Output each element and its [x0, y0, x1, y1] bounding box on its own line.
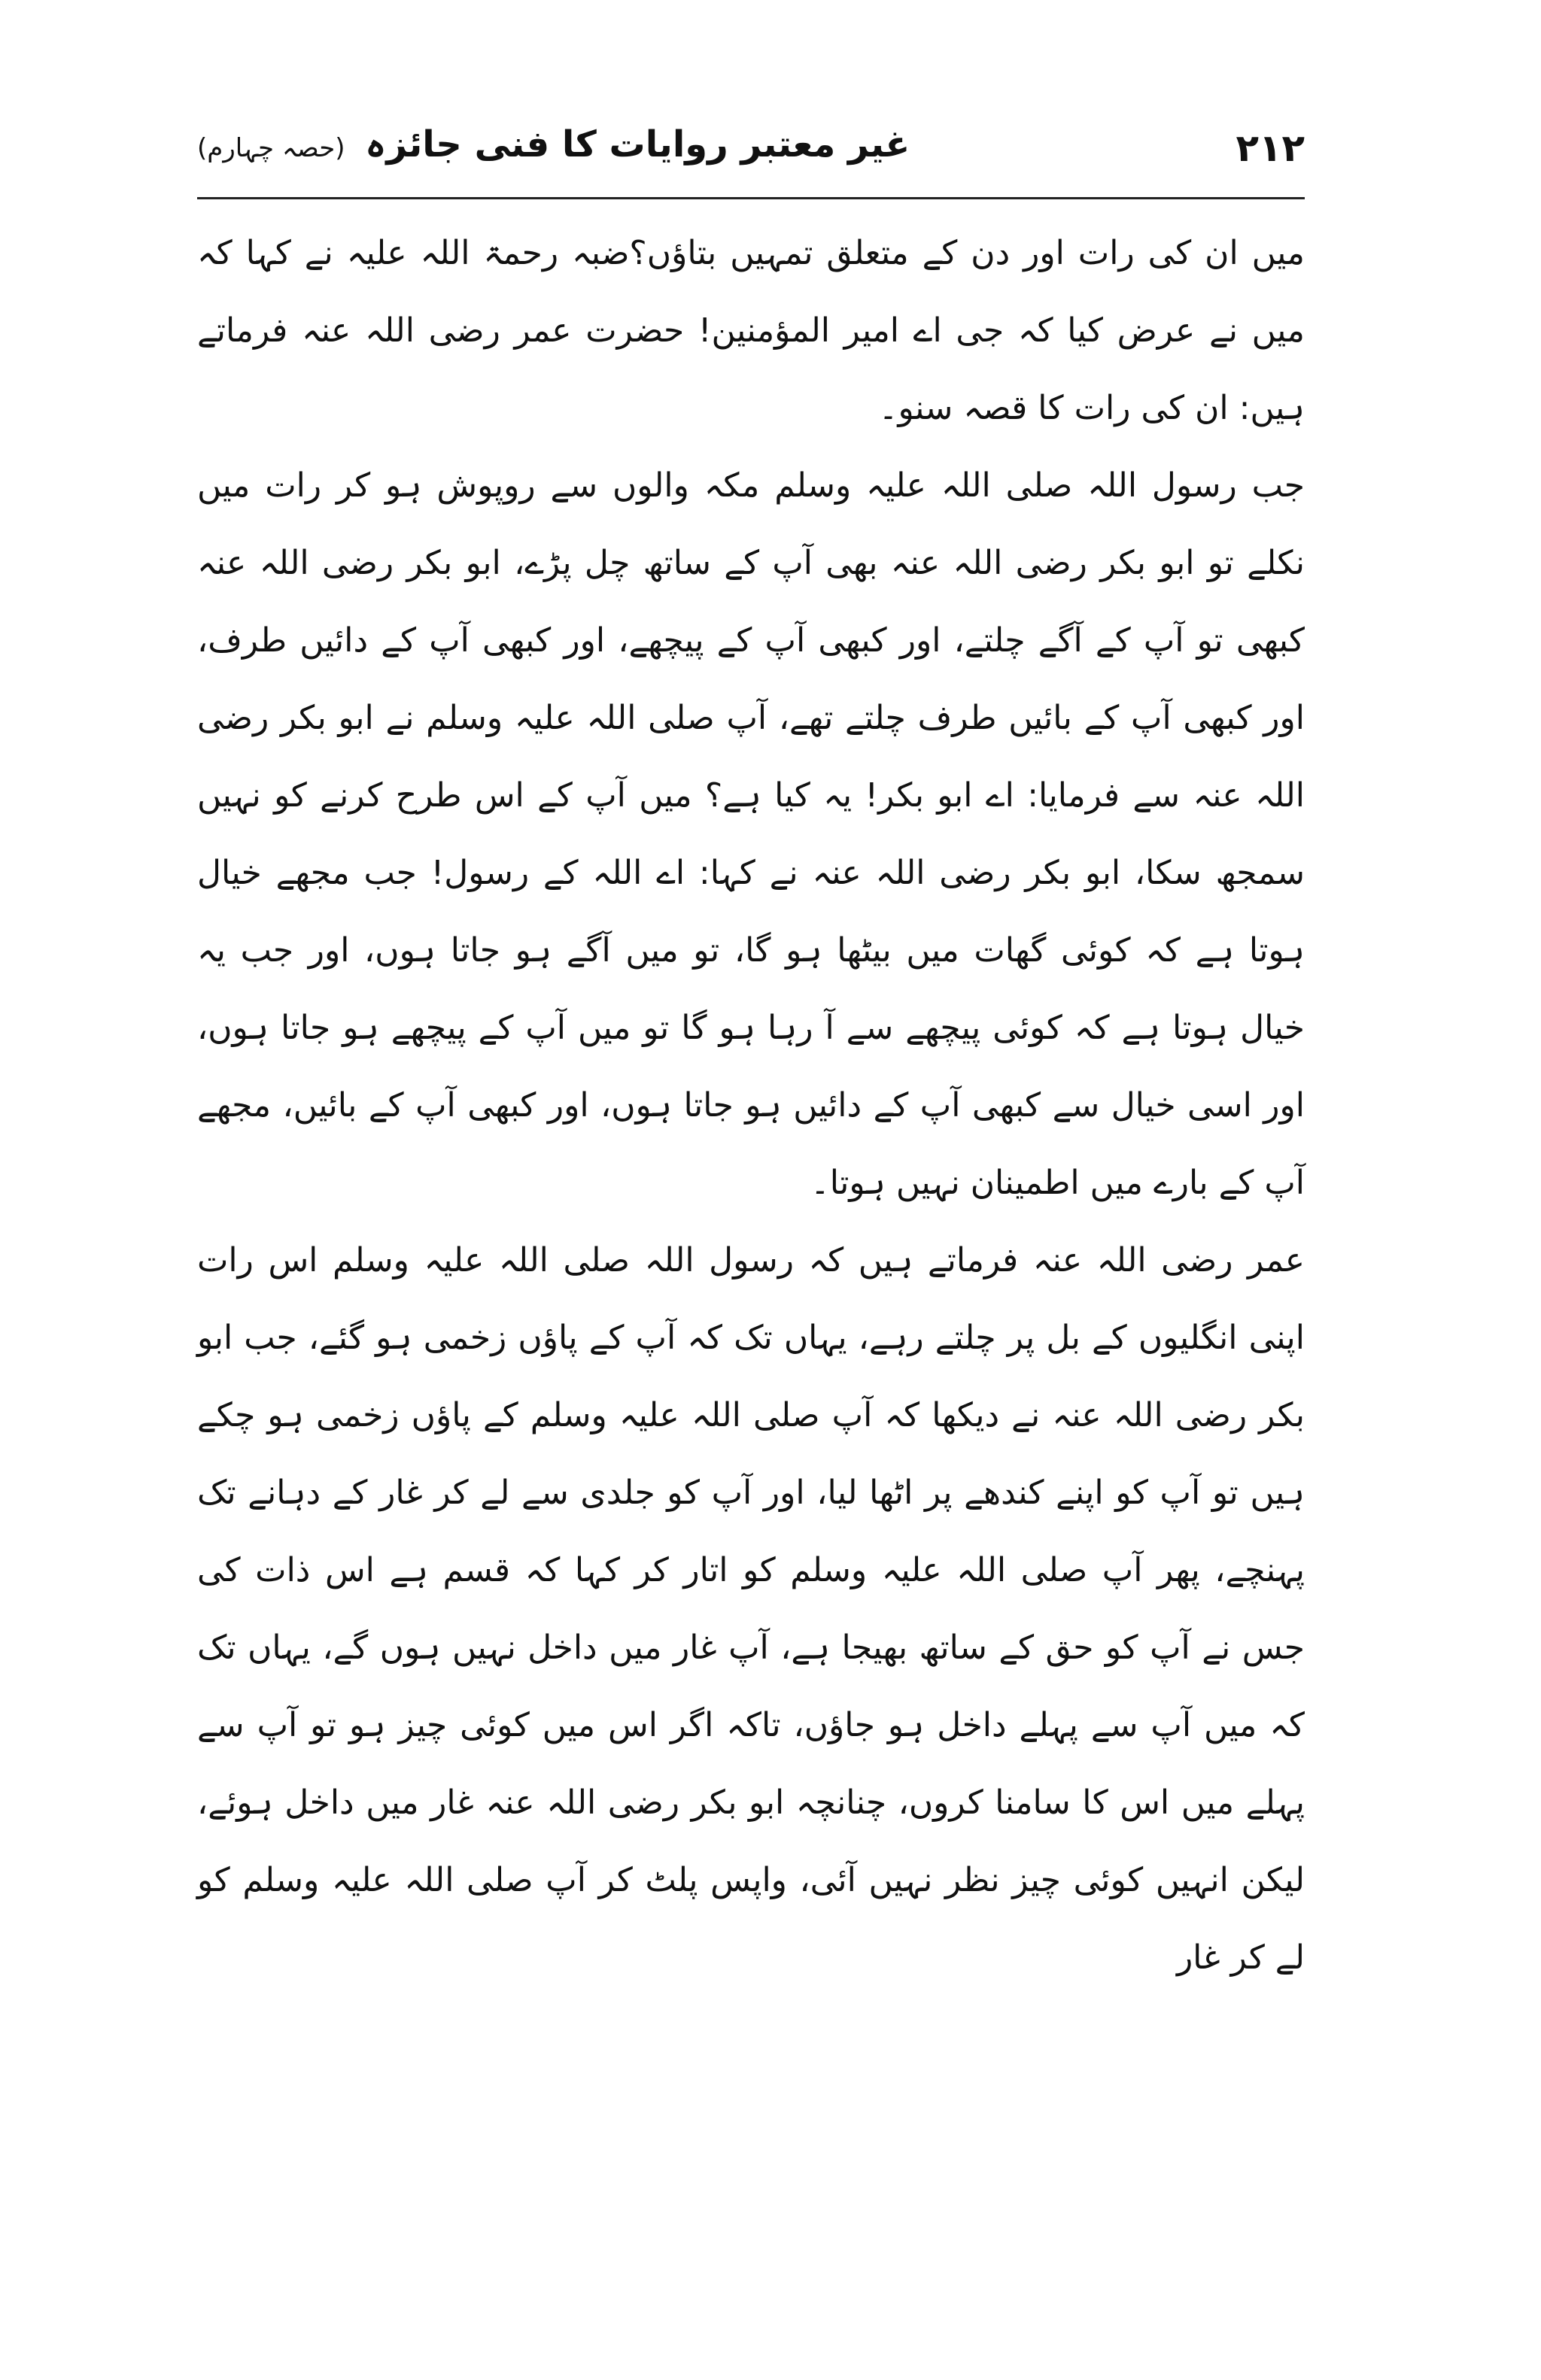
body-text — [197, 214, 1305, 1996]
page-header — [197, 113, 1305, 196]
paragraph-2: جب رسول اللہ صلی اللہ علیہ وسلم مکہ والوں سے روپوش ہو کر رات میں نکلے تو ابو بکر رضی اللہ عنہ بھی آپ کے ساتھ چل پڑے، ابو بکر رضی اللہ عنہ کبھی تو آپ کے آگے چلتے، اور کبھی آپ کے پیچھے، اور کبھی آپ کے دائیں طرف، اور کبھی آپ کے بائیں طرف چلتے تھے، آپ صلی اللہ علیہ وسلم نے ابو بکر رضی اللہ عنہ سے فرمایا: اے ابو بکر! یہ کیا ہے؟ میں آپ کے اس طرح کرنے کو نہیں سمجھ سکا، ابو بکر رضی اللہ عنہ نے کہا: اے اللہ کے رسول! جب مجھے خیال ہوتا ہے کہ کوئی گھات میں بیٹھا ہو گا، تو میں آگے ہو جاتا ہوں، اور جب یہ خیال ہوتا ہے کہ کوئی پیچھے سے آ رہا ہو گا تو میں آپ کے پیچھے ہو جاتا ہوں، اور اسی خیال سے کبھی آپ کے دائیں ہو جاتا ہوں، اور کبھی آپ کے بائیں، مجھے آپ کے بارے میں اطمینان نہیں ہوتا۔ — [197, 466, 1305, 1202]
book-title: غیر معتبر روایات کا فنی جائزہ — [365, 123, 910, 165]
running-title — [197, 123, 910, 165]
section-label: (حصہ چہارم) — [197, 133, 345, 163]
page-number: ۲۱۲ — [1236, 126, 1305, 170]
paragraph-1: میں ان کی رات اور دن کے متعلق تمہیں بتاؤں؟ضبہ رحمۃ اللہ علیہ نے کہا کہ میں نے عرض کیا کہ جی اے امیر المؤمنین! حضرت عمر رضی اللہ عنہ فرماتے ہیں: ان کی رات کا قصہ سنو۔ — [197, 234, 1305, 427]
paragraph-3: عمر رضی اللہ عنہ فرماتے ہیں کہ رسول اللہ صلی اللہ علیہ وسلم اس رات اپنی انگلیوں کے بل پر چلتے رہے، یہاں تک کہ آپ کے پاؤں زخمی ہو گئے، جب ابو بکر رضی اللہ عنہ نے دیکھا کہ آپ صلی اللہ علیہ وسلم کے پاؤں زخمی ہو چکے ہیں تو آپ کو اپنے کندھے پر اٹھا لیا، اور آپ کو جلدی سے لے کر غار کے دہانے تک پہنچے، پھر آپ صلی اللہ علیہ وسلم کو اتار کر کہا کہ قسم ہے اس ذات کی جس نے آپ کو حق کے ساتھ بھیجا ہے، آپ غار میں داخل نہیں ہوں گے، یہاں تک کہ میں آپ سے پہلے داخل ہو جاؤں، تاکہ اگر اس میں کوئی چیز ہو تو آپ سے پہلے میں اس کا سامنا کروں، چنانچہ ابو بکر رضی اللہ عنہ غار میں داخل ہوئے، لیکن انہیں کوئی چیز نظر نہیں آئی، واپس پلٹ کر آپ صلی اللہ علیہ وسلم کو لے کر غار — [197, 1241, 1305, 1977]
header-divider — [197, 197, 1305, 199]
